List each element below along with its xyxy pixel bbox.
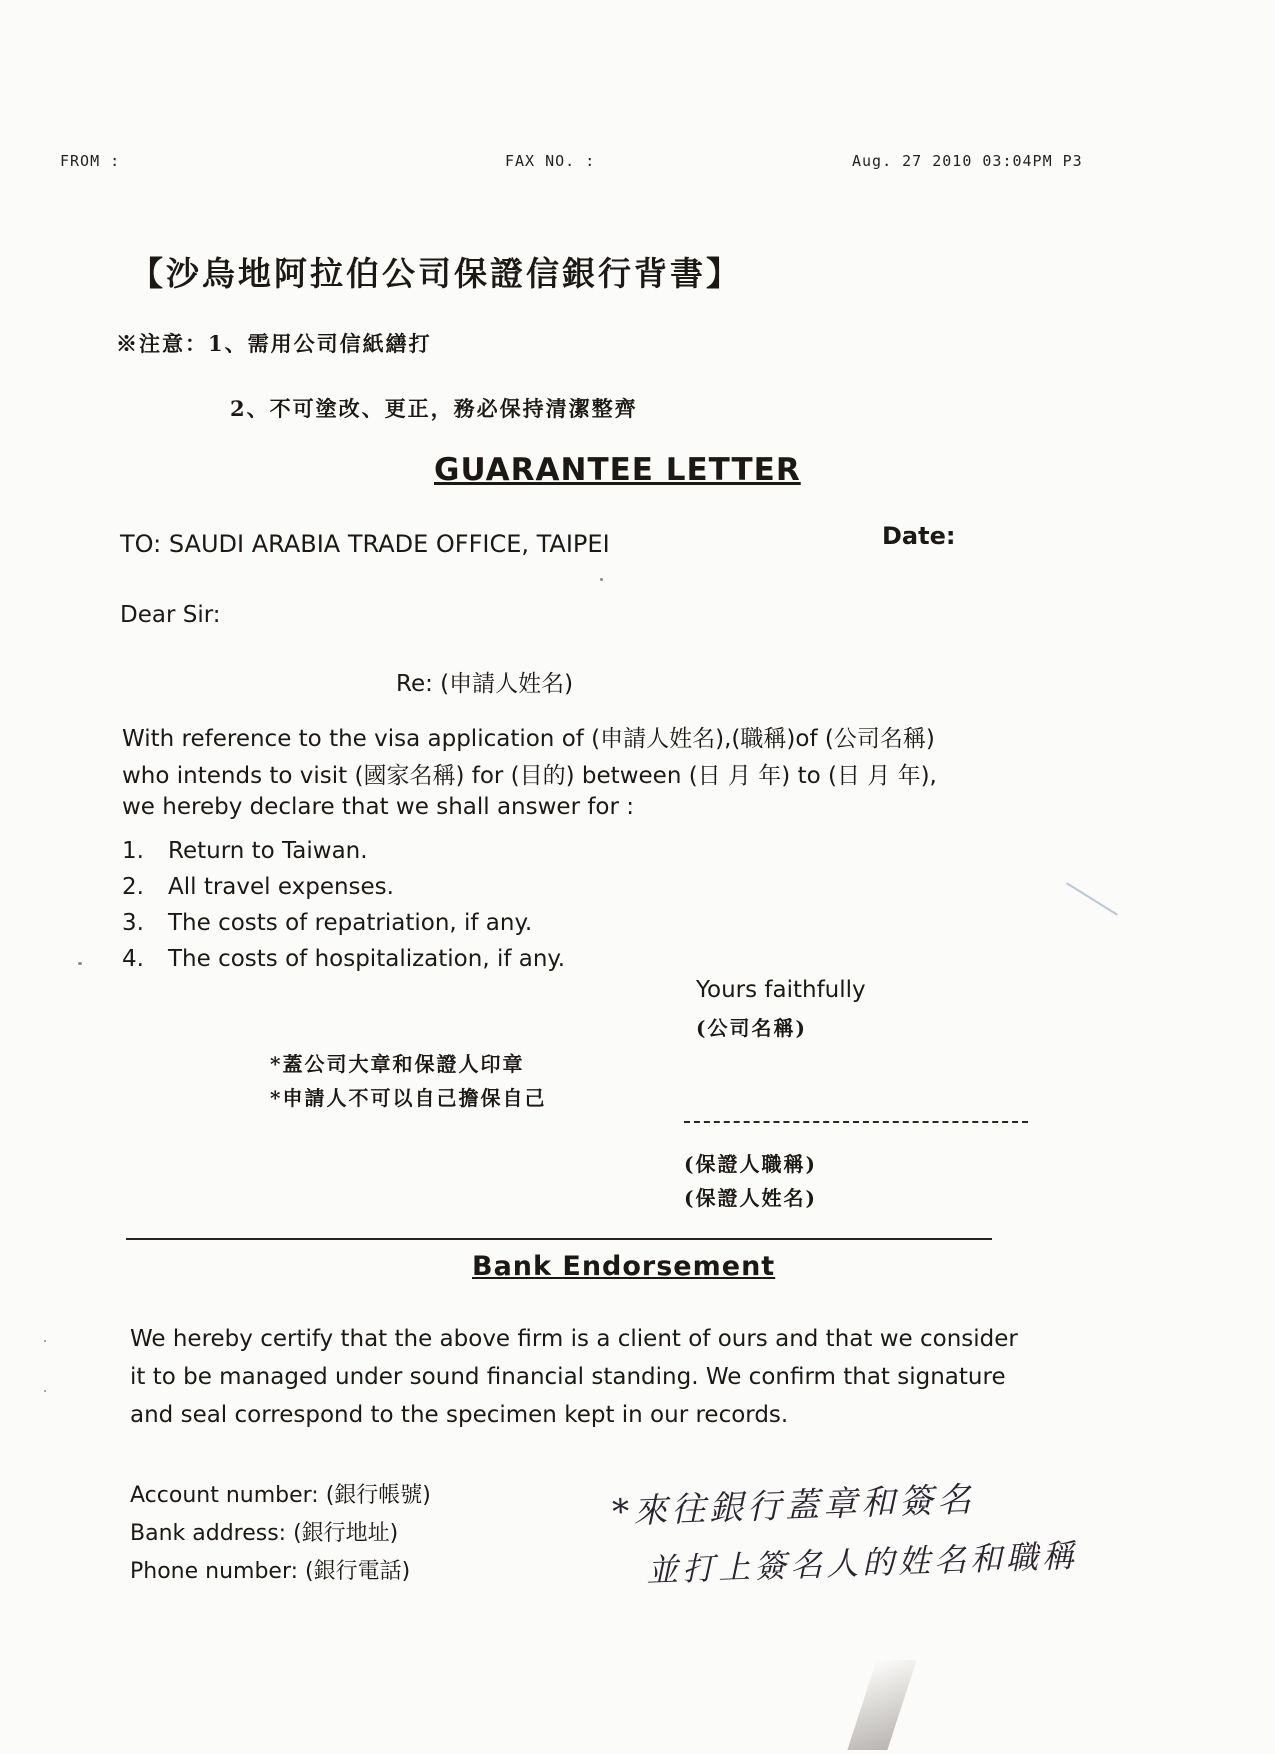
list-item-number: 4. (122, 946, 144, 972)
signature-line (684, 1121, 1028, 1123)
list-item-number: 2. (122, 874, 144, 900)
guarantor-title: (保證人職稱) (684, 1152, 817, 1176)
note-1: ※注意：1、需用公司信紙繕打 (116, 331, 432, 356)
closing-company: (公司名稱) (696, 1016, 807, 1040)
list-item-number: 3. (122, 910, 144, 936)
letter-heading: GUARANTEE LETTER (434, 452, 801, 488)
bank-phone-number: Phone number: (銀行電話) (130, 1559, 411, 1584)
document-title-cn: 【沙烏地阿拉伯公司保證信銀行背書】 (130, 254, 742, 293)
letter-recipient: TO: SAUDI ARABIA TRADE OFFICE, TAIPEI (120, 530, 610, 558)
fax-timestamp: Aug. 27 2010 03:04PM P3 (852, 152, 1083, 170)
list-item-text: The costs of repatriation, if any. (168, 910, 533, 936)
closing-text: Yours faithfully (696, 977, 866, 1003)
list-item (122, 910, 532, 936)
bank-body-line-1: We hereby certify that the above firm is a client of ours and that we consider (130, 1326, 1018, 1352)
stamp-note-2: *申請人不可以自己擔保自己 (270, 1086, 547, 1110)
fax-from: FROM : (60, 152, 121, 170)
scan-smudge (847, 1660, 916, 1750)
scan-speck (600, 578, 603, 581)
list-item (122, 874, 394, 900)
bank-account-number: Account number: (銀行帳號) (130, 1483, 431, 1508)
list-item-text: All travel expenses. (168, 874, 394, 900)
scan-speck (44, 1340, 46, 1342)
handwritten-note-1: *來往銀行蓋章和簽名 (611, 1479, 976, 1533)
list-item-number: 1. (122, 838, 144, 864)
letter-re: Re: (申請人姓名) (396, 671, 574, 697)
bank-endorsement-heading: Bank Endorsement (472, 1251, 776, 1282)
letter-salutation: Dear Sir: (120, 602, 221, 628)
list-item (122, 838, 368, 864)
note-2: 2、不可塗改、更正，務必保持清潔整齊 (230, 396, 638, 421)
list-item-text: Return to Taiwan. (168, 838, 368, 864)
list-item (122, 946, 565, 972)
section-divider (126, 1238, 992, 1240)
handwritten-note-2: 並打上簽名人的姓名和職稱 (645, 1536, 1079, 1590)
list-item-text: The costs of hospitalization, if any. (168, 946, 566, 972)
scan-streak (1066, 882, 1118, 915)
letter-body-line-2: who intends to visit (國家名稱) for (目的) between (日 月 年) to (日 月 年), (122, 763, 937, 789)
bank-body-line-3: and seal correspond to the specimen kept in our records. (130, 1402, 789, 1428)
letter-date-label: Date: (882, 522, 956, 550)
letter-body-line-1: With reference to the visa application of (申請人姓名),(職稱)of (公司名稱) (122, 726, 935, 752)
guarantor-name: (保證人姓名) (684, 1186, 817, 1210)
bank-body-line-2: it to be managed under sound financial standing. We confirm that signature (130, 1364, 1006, 1390)
bank-address: Bank address: (銀行地址) (130, 1521, 399, 1546)
scan-speck (44, 1390, 46, 1392)
scan-speck (78, 962, 82, 965)
letter-body-line-3: we hereby declare that we shall answer for : (122, 794, 635, 820)
stamp-note-1: *蓋公司大章和保證人印章 (270, 1052, 525, 1076)
fax-number: FAX NO. : (505, 152, 596, 170)
